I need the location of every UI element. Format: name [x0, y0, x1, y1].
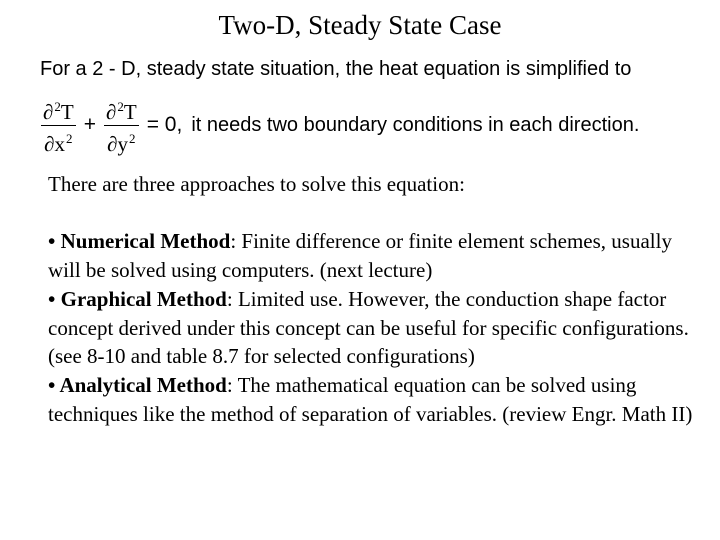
fraction-denominator: [42, 126, 74, 157]
exponent: 2: [54, 98, 61, 114]
plus-sign: +: [83, 113, 96, 136]
intro-text: For a 2 - D, steady state situation, the heat equation is simplified to: [40, 58, 632, 80]
variable-t: T: [60, 99, 74, 124]
partial-x: ∂x: [44, 131, 66, 156]
method-description: : Limited use. However, the conduction shape factor concept derived under this concept can be useful for specific configurations. (see 8-10 and table 8.7 for selected configurations): [48, 286, 689, 369]
approaches-section: [48, 170, 708, 428]
variable-t: T: [123, 99, 137, 124]
fraction-d2t-dx2: [41, 94, 76, 157]
bullet: •: [48, 229, 61, 254]
method-description: : The mathematical equation can be solved using techniques like the method of separation of variables. (review Engr. Math II): [48, 372, 693, 426]
partial-symbol: ∂: [105, 99, 117, 124]
slide-title: Two-D, Steady State Case: [218, 10, 502, 40]
exponent: 2: [117, 98, 124, 114]
fraction-d2t-dy2: [104, 94, 139, 157]
method-name: Graphical Method: [60, 286, 227, 311]
equals-zero: = 0,: [146, 113, 183, 136]
bullet: •: [48, 286, 61, 311]
bullet: •: [48, 372, 60, 397]
exponent: 2: [66, 130, 73, 146]
method-description: : Finite difference or finite element schemes, usually will be solved using computers. (next lecture): [48, 229, 672, 283]
laplace-equation: [38, 92, 639, 158]
method-graphical: [48, 285, 708, 371]
exponent: 2: [129, 130, 136, 146]
approaches-lead: There are three approaches to solve this equation:: [48, 172, 465, 196]
fraction-denominator: [105, 126, 137, 157]
method-name: Analytical Method: [59, 372, 227, 397]
partial-y: ∂y: [107, 131, 129, 156]
method-analytical: [48, 371, 708, 428]
method-numerical: [48, 227, 708, 284]
fraction-numerator: [41, 94, 76, 126]
method-name: Numerical Method: [60, 229, 231, 254]
fraction-numerator: [104, 94, 139, 126]
equation-note: it needs two boundary conditions in each direction.: [191, 113, 640, 136]
partial-symbol: ∂: [43, 99, 54, 124]
